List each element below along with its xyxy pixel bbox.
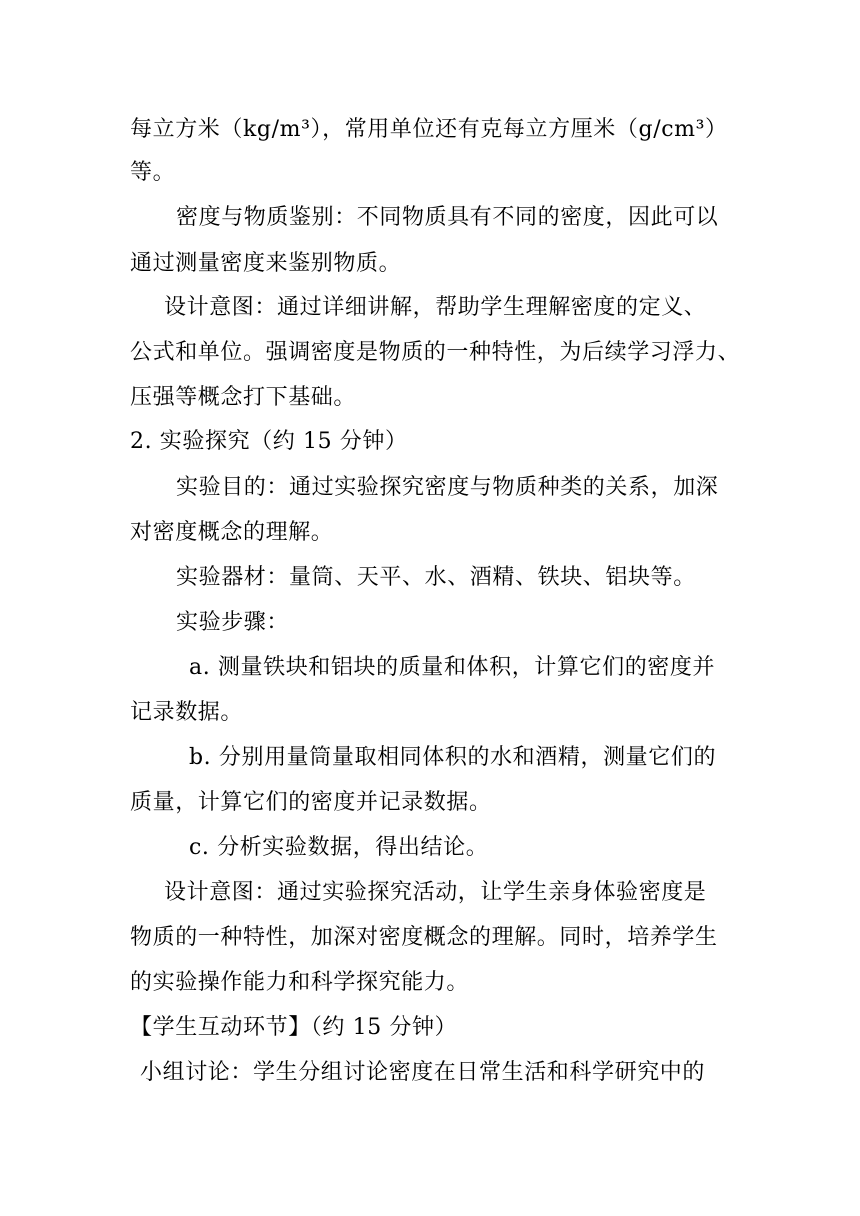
text-line: 的实验操作能力和科学探究能力。 <box>130 970 470 995</box>
list-item: c. 分析实验数据，得出结论。 <box>189 835 489 860</box>
text-line: 对密度概念的理解。 <box>130 520 334 545</box>
text-line: 通过测量密度来鉴别物质。 <box>130 251 402 276</box>
text-line: 实验目的：通过实验探究密度与物质种类的关系，加深 <box>176 475 719 500</box>
text-line: 压强等概念打下基础。 <box>130 385 357 410</box>
text-line: 设计意图：通过实验探究活动，让学生亲身体验密度是 <box>164 880 707 905</box>
section-heading: 【学生互动环节】（约 15 分钟） <box>130 1015 458 1040</box>
text-line: 设计意图：通过详细讲解，帮助学生理解密度的定义、 <box>164 295 707 320</box>
text-line: 密度与物质鉴别：不同物质具有不同的密度，因此可以 <box>176 205 719 230</box>
text-line: 实验器材：量筒、天平、水、酒精、铁块、铝块等。 <box>176 565 696 590</box>
list-item: b. 分别用量筒量取相同体积的水和酒精，测量它们的 <box>189 745 717 770</box>
text-line: 每立方米（kg/m³），常用单位还有克每立方厘米（g/cm³） <box>130 117 728 142</box>
text-line: 等。 <box>130 160 176 185</box>
text-line: 公式和单位。强调密度是物质的一种特性，为后续学习浮力、 <box>130 340 741 365</box>
section-heading: 2. 实验探究（约 15 分钟） <box>130 429 408 454</box>
list-item: a. 测量铁块和铝块的质量和体积，计算它们的密度并 <box>189 655 716 680</box>
text-line: 质量，计算它们的密度并记录数据。 <box>130 790 492 815</box>
text-line: 记录数据。 <box>130 700 244 725</box>
text-line: 小组讨论：学生分组讨论密度在日常生活和科学研究中的 <box>140 1060 706 1085</box>
text-line: 物质的一种特性，加深对密度概念的理解。同时，培养学生 <box>130 925 718 950</box>
text-line: 实验步骤： <box>176 610 290 635</box>
